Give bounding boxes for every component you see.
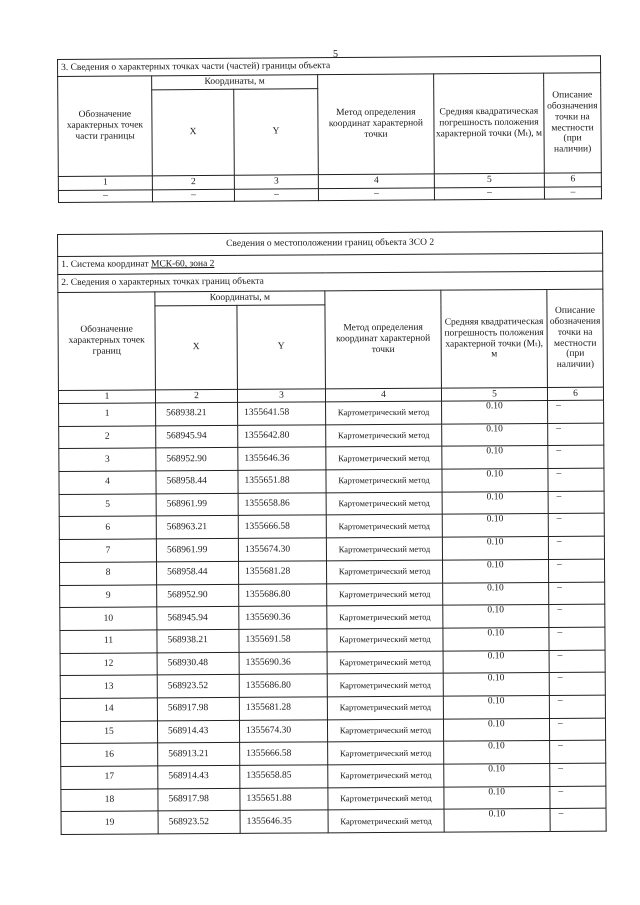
y-coordinate-cell: 1355666.58 (240, 742, 328, 765)
accuracy-cell: 0.10 (442, 537, 548, 560)
section3-num: 4 (318, 174, 434, 189)
y-coordinate-cell: 1355686.80 (239, 674, 327, 697)
description-cell: – (549, 582, 605, 605)
section3-cell: – (152, 189, 234, 202)
method-cell: Картометрический метод (326, 492, 442, 515)
accuracy-cell: 0.10 (442, 423, 548, 446)
y-coordinate-cell: 1355674.30 (238, 538, 326, 561)
point-number-cell: 9 (60, 584, 157, 607)
method-cell: Картометрический метод (327, 651, 443, 674)
description-cell: – (549, 604, 605, 627)
x-coordinate-cell: 568945.94 (156, 425, 238, 448)
section3-num: 1 (58, 176, 152, 191)
table-row (59, 400, 604, 426)
zone2-description-label: Описание обозначения точки на местности (при наличии) (547, 289, 604, 387)
table-row (60, 650, 605, 676)
method-cell: Картометрический метод (327, 628, 443, 651)
y-coordinate-cell: 1355646.35 (240, 810, 328, 833)
zone2-system-value: МСК-60, зона 2 (150, 259, 215, 270)
y-coordinate-cell: 1355681.28 (239, 697, 327, 720)
accuracy-cell: 0.10 (442, 469, 548, 492)
zone2-point-label: Обозначение характерных точек границ (58, 292, 156, 391)
point-number-cell: 17 (61, 766, 158, 789)
accuracy-cell: 0.10 (443, 695, 549, 718)
point-number-cell: 10 (60, 607, 157, 630)
method-cell: Картометрический метод (326, 447, 442, 470)
section3-description-label: Описание обозначения точки на местности (при наличии) (544, 73, 602, 173)
point-number-cell: 5 (59, 494, 156, 517)
table-row (59, 423, 604, 449)
table-row (60, 627, 605, 653)
accuracy-cell: 0.10 (443, 605, 549, 628)
point-number-cell: 18 (61, 789, 158, 812)
y-coordinate-cell: 1355690.36 (239, 651, 327, 674)
section3-num: 3 (234, 175, 318, 190)
method-cell: Картометрический метод (327, 719, 443, 742)
method-cell: Картометрический метод (327, 605, 443, 628)
x-coordinate-cell: 568913.21 (158, 743, 240, 766)
point-number-cell: 14 (60, 698, 157, 721)
zone2-num: 5 (441, 388, 547, 402)
point-number-cell: 4 (59, 471, 156, 494)
point-number-cell: 3 (59, 448, 156, 471)
y-coordinate-cell: 1355674.30 (239, 719, 327, 742)
section3-coords-label: Координаты, м (152, 75, 318, 90)
accuracy-cell: 0.10 (443, 582, 549, 605)
description-cell: – (548, 491, 604, 514)
accuracy-cell: 0.10 (444, 809, 550, 832)
table-row (60, 604, 605, 630)
x-coordinate-cell: 568952.90 (157, 584, 239, 607)
zone2-num: 4 (325, 388, 441, 402)
table-row (59, 491, 604, 517)
method-cell: Картометрический метод (326, 424, 442, 447)
method-cell: Картометрический метод (326, 401, 442, 424)
section3-accuracy-label: Средняя квадратическая погрешность положения характерной точки (Mₜ), м (434, 73, 545, 174)
point-number-cell: 12 (60, 652, 157, 675)
method-cell: Картометрический метод (326, 515, 442, 538)
description-cell: – (548, 536, 604, 559)
table-row (61, 809, 606, 835)
description-cell: – (550, 740, 606, 763)
section3-x-label: X (152, 89, 235, 176)
method-cell: Картометрический метод (326, 537, 442, 560)
y-coordinate-cell: 1355658.86 (238, 493, 326, 516)
description-cell: – (548, 446, 604, 469)
method-cell: Картометрический метод (328, 810, 444, 833)
method-cell: Картометрический метод (327, 673, 443, 696)
zone2-y-label: Y (237, 305, 326, 390)
description-cell: – (548, 423, 604, 446)
section3-y-label: Y (234, 89, 319, 176)
x-coordinate-cell: 568914.43 (157, 720, 239, 743)
description-cell: – (548, 559, 604, 582)
table-row (59, 468, 604, 494)
section3-data-row (58, 187, 601, 203)
method-cell: Картометрический метод (328, 741, 444, 764)
y-coordinate-cell: 1355642.80 (238, 425, 326, 448)
zone2-num: 2 (155, 389, 237, 403)
zone2-coords-label: Координаты, м (155, 291, 325, 306)
point-number-cell: 19 (61, 811, 158, 834)
x-coordinate-cell: 568961.99 (156, 539, 238, 562)
x-coordinate-cell: 568945.94 (157, 607, 239, 630)
point-number-cell: 6 (59, 516, 156, 539)
y-coordinate-cell: 1355646.36 (238, 447, 326, 470)
method-cell: Картометрический метод (327, 696, 443, 719)
accuracy-cell: 0.10 (444, 763, 550, 786)
section3-num: 5 (434, 173, 544, 188)
zone2-table-body (59, 400, 607, 834)
description-cell: – (550, 763, 606, 786)
accuracy-cell: 0.10 (442, 514, 548, 537)
section3-point-label: Обозначение характерных точек части границы (58, 76, 153, 177)
section3-num: 6 (544, 173, 601, 187)
zone2-num: 1 (58, 390, 155, 404)
point-number-cell: 13 (60, 675, 157, 698)
method-cell: Картометрический метод (327, 560, 443, 583)
section3-cell: – (434, 187, 544, 200)
section3-num: 2 (152, 175, 234, 190)
accuracy-cell: 0.10 (442, 446, 548, 469)
point-number-cell: 16 (61, 743, 158, 766)
accuracy-cell: 0.10 (442, 401, 548, 424)
accuracy-cell: 0.10 (443, 673, 549, 696)
point-number-cell: 11 (60, 630, 157, 653)
method-cell: Картометрический метод (328, 764, 444, 787)
table-row (60, 582, 605, 608)
y-coordinate-cell: 1355690.36 (239, 606, 327, 629)
zone2-accuracy-label: Средняя квадратическая погрешность положения характерной точки (Mₜ), м (441, 290, 548, 389)
point-number-cell: 7 (59, 539, 156, 562)
x-coordinate-cell: 568917.98 (158, 788, 240, 811)
accuracy-cell: 0.10 (443, 718, 549, 741)
x-coordinate-cell: 568938.21 (156, 402, 238, 425)
description-cell: – (549, 627, 605, 650)
description-cell: – (548, 468, 604, 491)
accuracy-cell: 0.10 (443, 650, 549, 673)
x-coordinate-cell: 568958.44 (157, 561, 239, 584)
table-row (60, 559, 605, 585)
y-coordinate-cell: 1355651.88 (240, 788, 328, 811)
accuracy-cell: 0.10 (444, 741, 550, 764)
x-coordinate-cell: 568952.90 (156, 448, 238, 471)
accuracy-cell: 0.10 (442, 491, 548, 514)
y-coordinate-cell: 1355686.80 (239, 583, 327, 606)
accuracy-cell: 0.10 (444, 786, 550, 809)
point-number-cell: 2 (59, 426, 156, 449)
method-cell: Картометрический метод (328, 787, 444, 810)
zone2-x-label: X (155, 305, 238, 389)
description-cell: – (549, 672, 605, 695)
section3-cell: – (58, 190, 152, 203)
description-cell: – (550, 809, 606, 832)
x-coordinate-cell: 568963.21 (156, 516, 238, 539)
y-coordinate-cell: 1355651.88 (238, 470, 326, 493)
point-number-cell: 1 (59, 403, 156, 426)
table-row (59, 536, 604, 562)
zone2-system-prefix: 1. Система координат (61, 259, 152, 271)
y-coordinate-cell: 1355641.58 (238, 402, 326, 425)
table-row (60, 695, 605, 721)
accuracy-cell: 0.10 (443, 627, 549, 650)
x-coordinate-cell: 568923.52 (158, 811, 240, 834)
page-number: 5 (333, 49, 338, 60)
section3-method-label: Метод определения координат характерной точки (318, 74, 435, 175)
description-cell: – (549, 695, 605, 718)
y-coordinate-cell: 1355691.58 (239, 629, 327, 652)
zone2-num: 3 (237, 389, 325, 403)
section3-cell: – (234, 189, 318, 202)
section3-cell: – (544, 187, 601, 199)
x-coordinate-cell: 568961.99 (156, 493, 238, 516)
description-cell: – (549, 718, 605, 741)
description-cell: – (548, 514, 604, 537)
table-row (61, 786, 606, 812)
method-cell: Картометрический метод (326, 469, 442, 492)
x-coordinate-cell: 568914.43 (158, 765, 240, 788)
zone2-num: 6 (547, 387, 603, 400)
table-row (59, 446, 604, 472)
zone2-section2-title: 2. Сведения о характерных точках границ объекта (58, 271, 603, 292)
x-coordinate-cell: 568958.44 (156, 470, 238, 493)
description-cell: – (549, 650, 605, 673)
section3-title: 3. Сведения о характерных точках части (частей) границы объекта (58, 56, 601, 77)
table-row (59, 514, 604, 540)
zone2-table (57, 231, 607, 835)
table-row (61, 763, 606, 789)
x-coordinate-cell: 568938.21 (157, 629, 239, 652)
x-coordinate-cell: 568923.52 (157, 675, 239, 698)
y-coordinate-cell: 1355666.58 (238, 515, 326, 538)
point-number-cell: 15 (60, 721, 157, 744)
accuracy-cell: 0.10 (442, 559, 548, 582)
description-cell: – (550, 786, 606, 809)
x-coordinate-cell: 568917.98 (157, 697, 239, 720)
x-coordinate-cell: 568930.48 (157, 652, 239, 675)
table-row (60, 672, 605, 698)
table-row (61, 740, 606, 766)
point-number-cell: 8 (60, 562, 157, 585)
y-coordinate-cell: 1355681.28 (239, 561, 327, 584)
method-cell: Картометрический метод (327, 583, 443, 606)
section3-cell: – (318, 188, 434, 201)
section3-table (57, 55, 602, 203)
zone2-method-label: Метод определения координат характерной точки (325, 290, 442, 389)
table-row (60, 718, 605, 744)
y-coordinate-cell: 1355658.85 (240, 765, 328, 788)
zone2-title: Сведения о местоположении границ объекта ЗСО 2 (58, 231, 603, 256)
description-cell: – (548, 400, 604, 423)
